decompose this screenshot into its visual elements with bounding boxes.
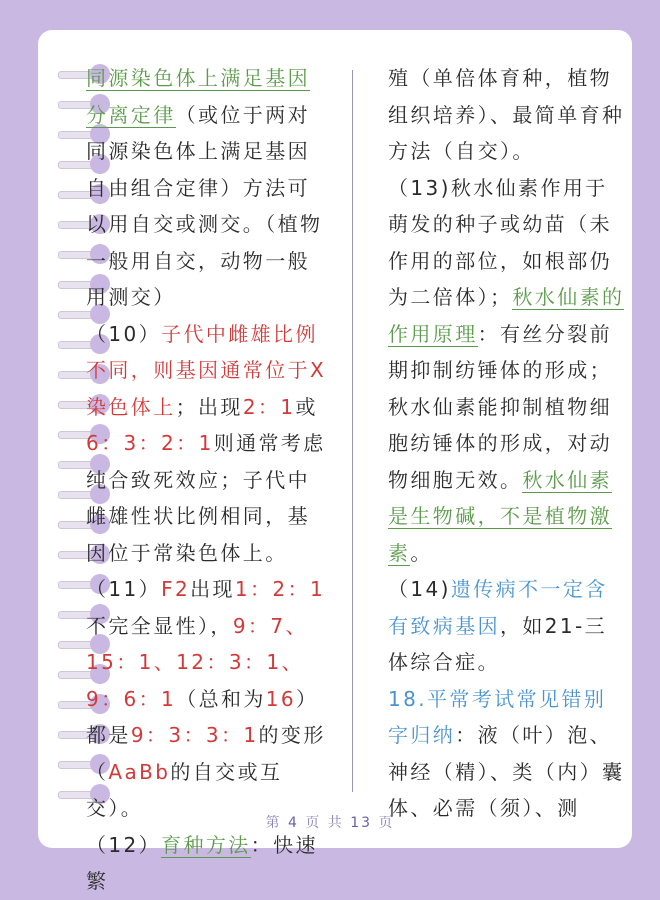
highlight-green: 育种方法: [161, 832, 251, 857]
paragraph-allele-segregation: [86, 60, 332, 316]
ratio-red: 9：3：3：1: [130, 723, 259, 747]
paragraph-12-continued: [388, 60, 628, 170]
body-text: ，如21-三体综合症。: [388, 613, 608, 674]
ratio-red: 9：7、15：1、12：3：1、9：6：1: [86, 613, 308, 711]
item-number: （12）: [86, 832, 162, 857]
body-text: ；出现: [175, 394, 243, 419]
paragraph-13: [388, 170, 628, 572]
body-text: ：有丝分裂前期抑制纺锤体的形成；秋水仙素能抑制植物细胞纺锤体的形成，对动物细胞无效。: [388, 321, 613, 492]
total-pages-number: 13: [350, 815, 373, 831]
body-text: 。: [410, 540, 433, 565]
ratio-red: 16: [265, 686, 297, 711]
paragraph-18: [388, 681, 628, 827]
body-text: 出现: [190, 577, 235, 601]
highlight-green: 秋水仙素的作用原理: [388, 285, 625, 346]
highlight-red: 子代中雌雄比例不同，则基因通常位于X染色体上: [86, 321, 327, 419]
item-number: （11）: [86, 577, 162, 601]
ratio-red: 2：1: [242, 394, 296, 419]
body-text: 则通常考虑纯合致死效应；子代中雌雄性状比例相同，基因位于常染色体上。: [86, 431, 326, 565]
body-text: 不完全显性），: [86, 613, 233, 638]
body-text: 或: [295, 394, 318, 419]
item-number: （14): [388, 577, 451, 601]
genotype-red: AaBb: [108, 759, 171, 784]
paragraph-11: [86, 571, 332, 827]
left-column: [86, 60, 332, 900]
body-text: ：快速繁: [86, 832, 318, 893]
ratio-red: 6：3：2：1: [86, 431, 214, 455]
highlight-blue: 遗传病不一定含有致病基因: [388, 577, 608, 638]
body-text: （或位于两对同源染色体上满足基因自由组合定律）方法可以用自交或测交。（植物一般用自交，动物一般用测交）: [86, 102, 323, 309]
paragraph-12: [86, 827, 332, 900]
paragraph-14: [388, 571, 628, 681]
footer-mid: 页 共: [305, 815, 344, 831]
body-text: （总和为: [176, 686, 266, 711]
item-number: （10）: [86, 321, 162, 346]
right-column: [388, 60, 628, 827]
body-text: 的变形（: [86, 723, 326, 784]
body-text: 殖（单倍体育种，植物组织培养）、最简单育种方法（自交）。: [388, 66, 625, 163]
highlight-red: F2: [161, 577, 191, 601]
ratio-red: 1：2：1: [234, 577, 326, 601]
footer-post: 页: [378, 815, 395, 831]
body-text: （13)秋水仙素作用于萌发的种子或幼苗（未作用的部位，如根部仍为二倍体）；: [388, 175, 612, 309]
highlight-green: 分离定律: [86, 102, 176, 127]
paragraph-10: [86, 316, 332, 572]
footer-pre: 第: [265, 815, 282, 831]
body-text: ：液（叶）泡、神经（精）、类（内）囊体、必需（须）、测: [388, 723, 625, 820]
item-number: 18.: [388, 686, 428, 711]
column-divider: [352, 70, 353, 792]
current-page-number: 4: [287, 815, 299, 831]
body-text: 的自交或互交）。: [86, 759, 283, 820]
highlight-blue: 平常考试常见错别字归纳: [388, 686, 607, 747]
body-text: ）都是: [86, 686, 319, 747]
highlight-green: 同源染色体上满足基因: [86, 66, 310, 90]
page-number-footer: [0, 812, 660, 832]
highlight-green: 秋水仙素是生物碱，不是植物激素: [388, 467, 613, 565]
